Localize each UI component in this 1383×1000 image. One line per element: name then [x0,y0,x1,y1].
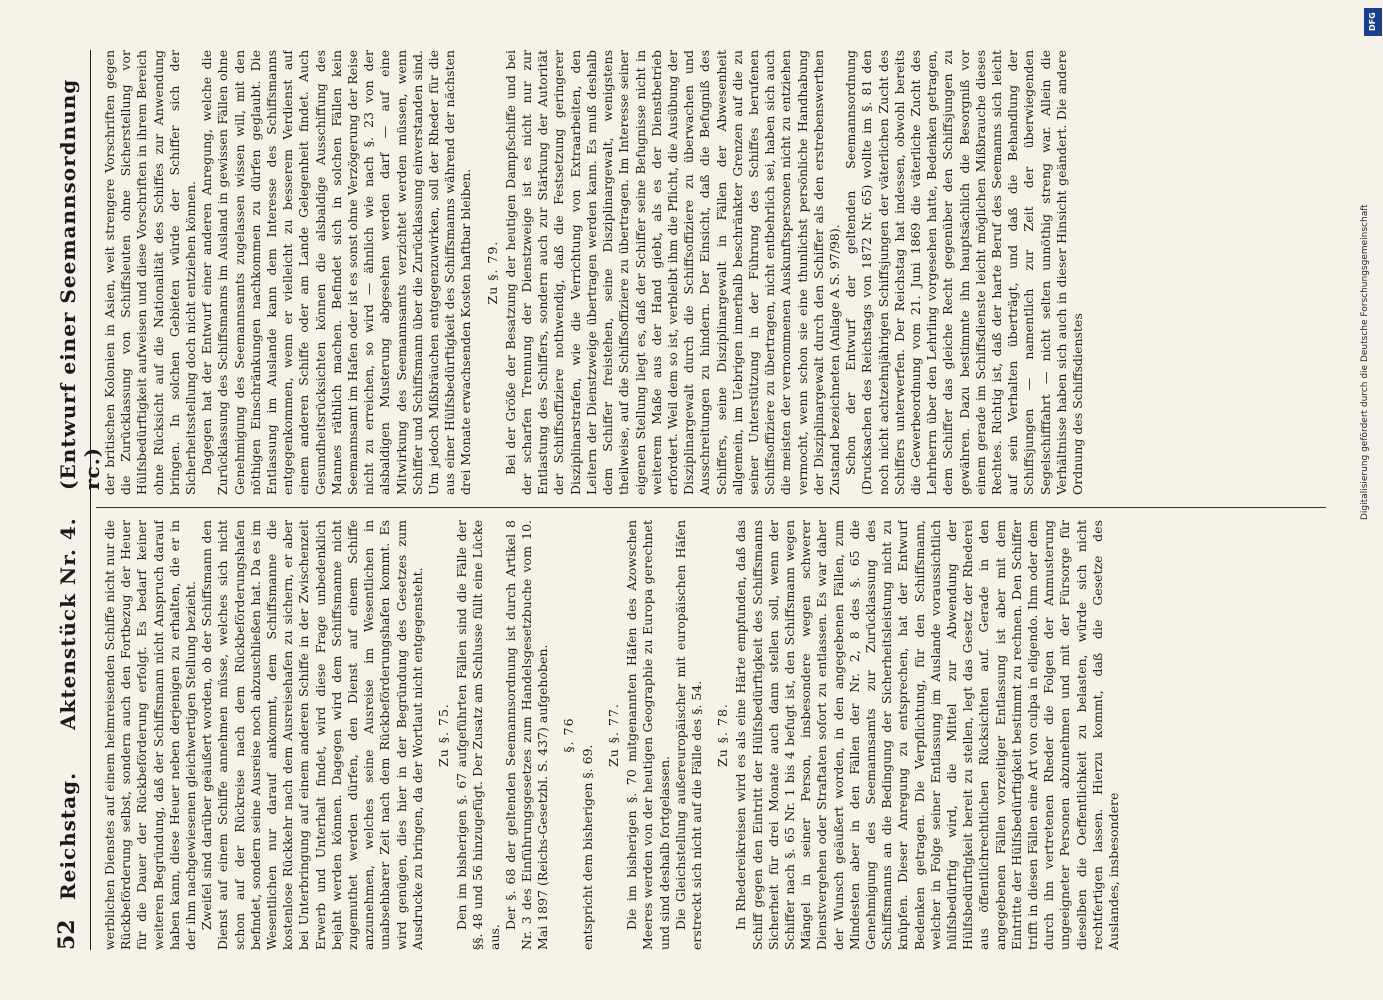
paragraph: entspricht dem bisherigen §. 69. [579,744,595,950]
section-heading: Zu §. 79. [484,240,500,305]
text-column-right [102,50,1327,495]
header-left-title: Reichstag. [56,771,80,900]
page-header [50,50,104,950]
paragraph: Zweifel sind darüber geäußert worden, ob der Schiffsmann den Dienst auf einem Schiffe annehmen müsse, welches sich nicht schon auf der Rückreise nach dem Rückbeförderungshafen befindet, sondern seine Ausreise noch abzuschließen hat. Da es im Wesentlichen nur darauf ankommt, dem Schiffsmanne die kostenlose Rückkehr nach dem Ausreisehafen zu sichern, er aber bei Unterbringung auf einem anderen Schiffe in der Zwischenzeit Erwerb und Unterhalt findet, wird diese Frage unbedenklich bejaht werden können. Dagegen wird dem Schiffsmanne nicht zugemuthet werden dürfen, den Dienst auf einem Schiffe anzunehmen, welches seine Ausreise im Wesentlichen in unabsehbarer Zeit nach dem Rückbeförderungshafen kommt. Es wird genügen, dies hier in der Begründung des Gesetzes zum Ausdrucke zu bringen, da der Wortlaut nicht entgegensteht. [199,520,425,950]
page-number: 52 [54,919,80,950]
section-heading: Zu §. 78. [715,703,731,767]
column-divider [96,507,1326,508]
paragraph: In Rhedereikreisen wird es als eine Härte empfunden, daß das Schiff gegen den Eintritt der Hülfsbedürftigkeit des Schiffsmanns Sicherheit für drei Monate auch dann stellen soll, wenn der Schiffer nach §. 65 Nr. 1 bis 4 befugt ist, den Schiffsmann wegen Mängel in seiner Person, insbesondere wegen schwerer Dienstvergehen oder Straftaten sofort zu entlassen. Es war daher der Wunsch geäußert worden, in den angegebenen Fällen, zum Mindesten aber in den Fällen der Nr. 2, 8 des §. 65 die Genehmigung des Seemannsamts zur Zurücklassung des Schiffsmanns an die Bedingung der Sicherheitsleistung nicht zu knüpfen. Dieser Anregung zu entsprechen, hat der Entwurf Bedenken getragen. Die Verpflichtung, für den Schiffsmann, welcher in Folge seiner Entlassung im Auslande voraussichtlich hülfsbedürftig wird, die Mittel zur Abwendung der Hülfsbedürftigkeit bereit zu stellen, legt das Gesetz der Rhederei aus öffentlichrechtlichen Rücksichten auf. Gerade in den angegebenen Fällen vorzeitiger Entlassung ist aber mit dem Eintritte der Hülfsbedürftigkeit bestimmt zu rechnen. Den Schiffer trifft in diesen Fällen eine Art von culpa in eligendo. Ihm oder dem durch ihn vertretenen Rheder die Folgen der Anmusterung ungeeigneter Personen abzunehmen und mit der Fürsorge für dieselben die Oeffentlichkeit zu belasten, würde sich nicht rechtfertigen lassen. Hierzu kommt, daß die Gesetze des Auslandes, insbesondere [733,520,1121,950]
dfg-logo: DFG [1364,8,1382,36]
digitization-notice: Digitalisierung gefördert durch die Deutsche Forschungsgemeinschaft [1360,204,1370,520]
paragraph: der britischen Kolonien in Asien, weit strengere Vorschriften gegen die Zurücklassung von Schiffsleuten ohne Sicherstellung vor Hülfsbedürftigkeit aufweisen und diese Vorschriften in ihrem Bereich ohne Rücksicht auf die Nationalität des Schiffes zur Anwendung bringen. In solchen Gebieten würde der Schiffer sich der Sicherheitsstellung doch nicht entziehen können. [102,50,199,495]
header-document-title: Aktenstück Nr. 4. [56,517,80,730]
paragraph: Bei der Größe der Besatzung der heutigen Dampfschiffe und bei der scharfen Trennung der Dienstzweige ist es nicht nur zur Entlastung des Schiffers, sondern auch zur Stärkung der Autorität der Schiffsoffiziere nothwendig, daß die Festsetzung geringerer Disziplinarstrafen, wie die Verrichtung von Extraarbeiten, den Leitern der Dienstzweige übertragen werden kann. Es muß deshalb dem Schiffer freistehen, seine Disziplinargewalt, wenigstens theilweise, auf die Schiffsoffiziere zu übertragen. Im Interesse seiner eigenen Stellung liegt es, daß der Schiffer seine Befugnisse nicht in weiterem Maße aus der Hand giebt, als es der Dienstbetrieb erfordert. Weil dem so ist, verbleibt ihm die Pflicht, die Ausübung der Disziplinargewalt durch die Schiffsoffiziere zu überwachen und Ausschreitungen zu hindern. Der Einsicht, daß die Befugniß des Schiffers, seine Disziplinargewalt in Fällen der Abwesenheit allgemein, im Uebrigen innerhalb beschränkter Grenzen auf die zu seiner Unterstützung in der Führung des Schiffes berufenen Schiffsoffiziere zu übertragen, nicht entbehrlich sei, haben sich auch die meisten der vernommenen Auskunftspersonen nicht zu entziehen vermocht, wenn schon sie eine thunlichst persönliche Handhabung der Disziplinargewalt durch den Schiffer als den erstrebenswerthen Zustand bezeichneten (Anlage A S. 97/98). [502,50,842,495]
paragraph: Den im bisherigen §. 67 aufgeführten Fällen sind die Fälle der §§. 48 und 56 hinzugefügt. Der Zusatz am Schlusse füllt eine Lücke aus. [454,520,502,950]
paragraph: Der §. 68 der geltenden Seemannsordnung ist durch Artikel 8 Nr. 3 des Einführungsgesetzes zum Handelsgesetzbuche vom 10. Mai 1897 (Reichs-Gesetzbl. S. 437) aufgehoben. [502,520,551,950]
paragraph: Schon der Entwurf der geltenden Seemannsordnung (Drucksachen des Reichstags von 1872 Nr. 65) wollte im §. 81 den noch nicht achtzehnjährigen Schiffsjungen der väterlichen Zucht des Schiffers unterwerfen. Der Reichstag hat indessen, obwohl bereits die Gewerbeordnung vom 21. Juni 1869 die väterliche Zucht des Lehrherrn über den Lehrling vorgesehen hatte, Bedenken getragen, dem Schiffer das gleiche Recht gegenüber den Schiffsjungen zu gewähren. Dazu bestimmte ihn hauptsächlich die Besorgniß vor einem gerade im Schiffsdienste leicht möglichen Mißbrauche dieses Rechtes. Richtig ist, daß der harte Beruf des Seemanns sich leicht auf sein Verhalten überträgt, und daß die Behandlung der Schiffsjungen — namentlich zur Zeit der überwiegenden Segelschifffahrt — nicht selten unnöthig streng war. Allein die Verhältnisse haben sich auch in dieser Hinsicht geändert. Die andere Ordnung des Schiffsdienstes [843,50,1085,495]
paragraph: werblichen Dienstes auf einem heimreisenden Schiffe nicht nur die Rückbeförderung selbst, sondern auch den Fortbezug der Heuer für die Dauer der Rückbeförderung erfolgt. Es bedarf keiner weiteren Begründung, daß der Schiffsmann nicht Anspruch darauf haben kann, diese Heuer neben derjenigen zu erhalten, die er in der ihm nachgewiesenen gleichwertigen Stellung bezieht. [102,520,199,950]
paragraph: Die im bisherigen §. 70 mitgenannten Häfen des Azowschen Meeres werden von der heutigen Geographie zu Europa gerechnet und sind deshalb fortgelassen. [624,520,672,950]
rotated-page-frame [50,50,1333,950]
section-heading: Zu §. 75. [436,703,452,767]
header-right-title: (Entwurf einer Seemannsordnung rc.) [56,78,104,490]
paragraph: Dagegen hat der Entwurf einer anderen Anregung, welche die Zurücklassung des Schiffsmanns im Ausland in gewissen Fällen ohne Genehmigung des Seemannsamts zugelassen wissen will, mit den nöthigen Einschränkungen nachkommen zu dürfen geglaubt. Die Entlassung im Auslande kann dem Interesse des Schiffsmanns entgegenkommen, wenn er vielleicht zu besserem Verdienst auf einem anderen Schiffe oder am Lande Gelegenheit findet. Auch Gesundheitsrücksichten können die alsbaldige Ausschiffung des Mannes räthlich machen. Befindet sich in solchen Fällen kein Seemannsamt im Hafen oder ist es sonst ohne Verzögerung der Reise nicht zu erreichen, so wird — ähnlich wie nach §. 23 von der alsbaldigen Musterung abgesehen werden darf — auf eine Mitwirkung des Seemannsamts verzichtet werden müssen, wenn Schiffer und Schiffsmann über die Zurücklassung einverstanden sind. Um jedoch Mißbräuchen entgegenzuwirken, soll der Rheder für die aus einer Hülfsbedürftigkeit des Schiffsmanns während der nächsten drei Monate erwachsenden Kosten haftbar bleiben. [199,50,474,495]
text-column-left [102,520,1327,950]
section-heading: Zu §. 77. [605,703,621,767]
paragraph: Die Gleichstellung außereuropäischer mit europäischen Häfen erstreckt sich nicht auf die Fälle des §. 54. [672,520,704,950]
section-heading: §. 76 [561,717,577,753]
